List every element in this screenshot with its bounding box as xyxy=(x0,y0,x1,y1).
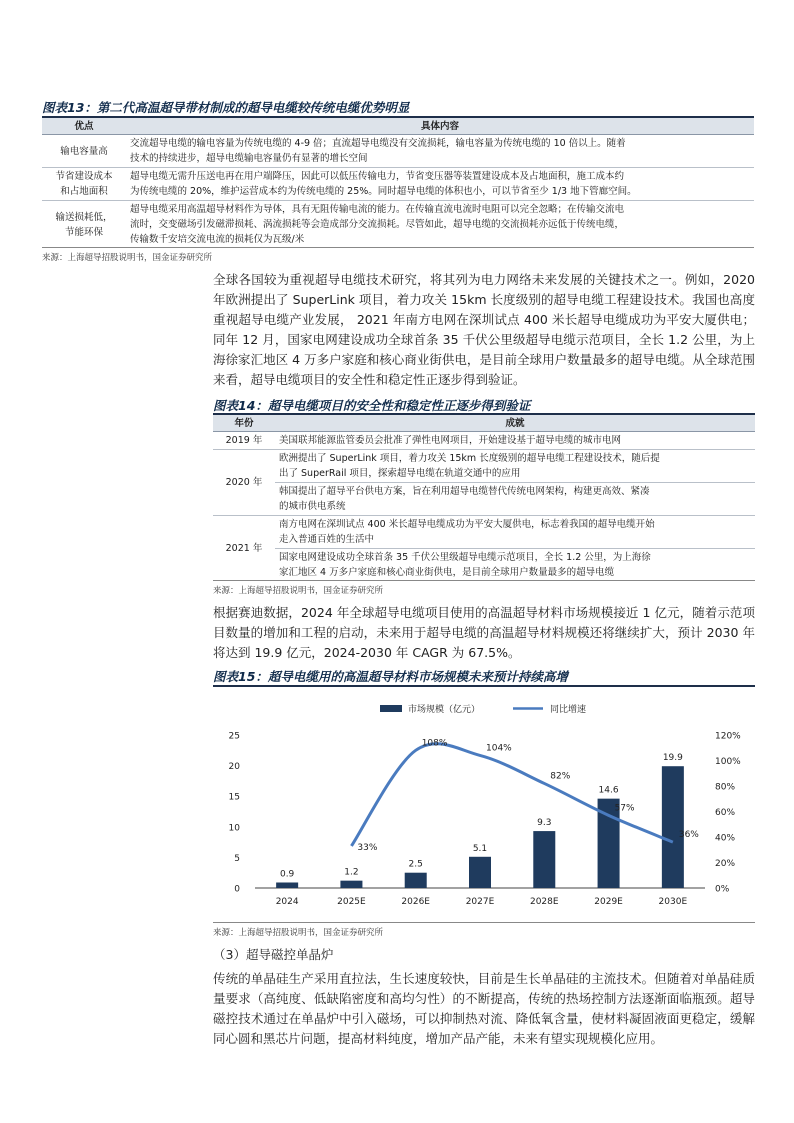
fig14-line: 的城市供电系统 xyxy=(279,501,346,512)
legend-bar-label: 市场规模（亿元） xyxy=(408,705,481,715)
x-tick-label: 2029E xyxy=(594,897,623,907)
fig14-row xyxy=(213,450,755,483)
legend-line-label: 同比增速 xyxy=(550,705,587,715)
body-paragraph-2: 根据赛迪数据，2024 年全球超导电缆项目使用的高温超导材料市场规模接近 1 亿元，随着示范项目数量的增加和工程的启动，未来用于超导电缆的高温超导材料规模还将继续扩大，预计 2030 年将达到 19.9 亿元，2024-2030 年 CAGR 为 67.5%。 xyxy=(213,605,755,660)
x-tick-label: 2028E xyxy=(529,897,559,907)
market-size-chart xyxy=(213,690,755,920)
growth-line xyxy=(351,744,672,846)
fig14-line: 国家电网建设成功全球首条 35 千伏公里级超导电缆示范项目，全长 1.2 公里，为上海徐 xyxy=(279,552,651,563)
fig14-line: 出了 SuperRail 项目，探索超导电缆在轨道交通中的应用 xyxy=(279,468,521,479)
bar-value-label: 5.1 xyxy=(472,843,488,854)
fig14-row xyxy=(213,549,755,582)
fig14-row xyxy=(213,432,755,450)
right-tick-label: 0% xyxy=(715,884,730,895)
left-tick-label: 5 xyxy=(234,853,240,864)
body-paragraph-3: 传统的单晶硅生产采用直拉法，生长速度较快，目前是生长单晶硅的主流技术。但随着对单晶硅质量要求（高纯度、低缺陷密度和高均匀性）的不断提高，传统的热场控制方法逐渐面临瓶颈。超导磁控技术通过在单晶炉中引入磁场，可以抑制热对流、降低氧含量，使材料凝固液面更稳定，缓解同心圆和黑芯片问题，提高材料纯度，增加产品产能，未来有望实现规模化应用。 xyxy=(213,971,755,1046)
fig13-point-text: 节能环保 xyxy=(64,226,103,238)
x-axis xyxy=(255,888,705,907)
fig13-row-point xyxy=(42,135,126,168)
right-tick-label: 80% xyxy=(715,782,736,793)
x-tick-label: 2026E xyxy=(401,897,431,907)
fig14-achievement-cell xyxy=(275,450,755,483)
fig14-line: 走入普通百姓的生活中 xyxy=(279,534,375,545)
line-value-label: 108% xyxy=(421,738,448,749)
right-axis xyxy=(715,732,741,895)
fig14-achievement-cell xyxy=(275,549,755,582)
fig13-row-content xyxy=(126,168,754,201)
fig13-content-line: 技术的持续进步，超导电缆输电容量仍有显著的增长空间 xyxy=(130,153,368,164)
line-value-label: 57% xyxy=(614,803,635,814)
left-axis xyxy=(229,732,241,895)
fig14-source: 来源：上海超导招股说明书，国金证券研究所 xyxy=(213,586,384,596)
fig14-line: 韩国提出了超导平台供电方案，旨在利用超导电缆替代传统电网架构，构建更高效、紧凑 xyxy=(279,486,650,497)
section-heading: （3）超导磁控单晶炉 xyxy=(213,947,334,962)
fig14-row xyxy=(213,483,755,516)
fig13-content-line: 交流超导电缆的输电容量为传统电缆的 4-9 倍；直流超导电缆没有交流损耗，输电容量为传统电缆的 10 倍以上。随着 xyxy=(130,138,626,149)
fig13-row xyxy=(42,201,754,249)
fig13-point-text: 输送损耗低， xyxy=(55,211,113,223)
fig14-line: 南方电网在深圳试点 400 米长超导电缆成功为平安大厦供电，标志着我国的超导电缆开始 xyxy=(279,519,655,530)
fig14-header-row xyxy=(213,415,755,432)
line-value-label: 104% xyxy=(486,743,512,754)
left-tick-label: 15 xyxy=(228,792,240,803)
fig14-table xyxy=(213,415,755,581)
fig13-point-text: 输电容量高 xyxy=(60,145,108,157)
fig13-source: 来源：上海超导招股说明书，国金证券研究所 xyxy=(42,253,213,263)
fig15-source: 来源：上海超导招股说明书，国金证券研究所 xyxy=(213,928,384,938)
fig14-line: 欧洲提出了 SuperLink 项目，着力攻关 15km 长度级别的超导电缆工程建设技术，随后提 xyxy=(279,453,660,464)
fig13-row xyxy=(42,135,754,168)
x-tick-label: 2030E xyxy=(658,897,688,907)
bar xyxy=(469,857,491,888)
left-tick-label: 10 xyxy=(228,823,240,834)
fig13-row-content xyxy=(126,135,754,168)
line-value-label: 36% xyxy=(678,830,699,841)
growth-line-series xyxy=(351,738,699,853)
bar-value-label: 14.6 xyxy=(598,785,619,796)
bar xyxy=(405,873,427,888)
fig13-header-row xyxy=(42,118,754,135)
fig13-header-content: 具体内容 xyxy=(126,118,754,135)
fig13-content-line: 超导电缆采用高温超导材料作为导体，具有无阻传输电流的能力。在传输直流电流时电阻可以完全忽略；在传输交流电 xyxy=(130,204,625,215)
bar-value-label: 2.5 xyxy=(408,859,423,870)
fig14-line: 家汇地区 4 万多户家庭和核心商业街供电，是目前全球用户数量最多的超导电缆 xyxy=(279,567,615,578)
right-tick-label: 20% xyxy=(715,859,736,869)
fig14-year-cell: 2020 年 xyxy=(213,450,275,516)
fig13-point-text: 和占地面积 xyxy=(60,186,108,197)
bar-value-label: 19.9 xyxy=(662,753,683,764)
fig13-title: 图表13：第二代高温超导带材制成的超导电缆较传统电缆优势明显 xyxy=(42,100,410,115)
bar-value-label: 1.2 xyxy=(344,867,359,878)
right-tick-label: 120% xyxy=(715,731,741,742)
fig14-row xyxy=(213,516,755,549)
fig13-bottom-rule xyxy=(42,247,754,248)
legend-bar-swatch xyxy=(380,705,402,712)
bar xyxy=(662,766,684,888)
fig15-top-rule xyxy=(213,685,755,687)
fig14-bottom-rule xyxy=(213,580,755,581)
fig13-content-line: 传输数千安培交流电流的损耗仅为瓦级/米 xyxy=(130,234,305,245)
fig13-row-point xyxy=(42,168,126,201)
fig13-point-text: 节省建设成本 xyxy=(55,171,113,182)
fig15-bottom-rule xyxy=(213,922,755,923)
bar-value-label: 9.3 xyxy=(537,818,552,829)
fig13-content-line: 超导电缆无需升压送电再在用户端降压，因此可以低压传输电力，节省变压器等装置建设成本及占地面积，施工成本约 xyxy=(130,171,625,182)
bar xyxy=(340,881,362,888)
bar xyxy=(533,831,555,888)
line-value-label: 33% xyxy=(357,842,378,853)
fig13-content-line: 为传统电缆的 20%，维护运营成本约为传统电缆的 25%。同时超导电缆的体积也小，可以节省至少 1/3 地下管廊空间。 xyxy=(130,186,637,197)
fig14-year-cell: 2019 年 xyxy=(225,435,263,446)
line-value-label: 82% xyxy=(550,771,571,782)
bar xyxy=(276,882,298,888)
x-tick-label: 2025E xyxy=(337,897,366,907)
bar-value-label: 0.9 xyxy=(279,869,295,880)
left-tick-label: 20 xyxy=(228,762,240,773)
x-tick-label: 2024 xyxy=(275,897,299,907)
fig14-year-cell: 2021 年 xyxy=(213,516,275,582)
fig14-achievement-cell xyxy=(275,432,755,450)
body-paragraph-1: 全球各国较为重视超导电缆技术研究，将其列为电力网络未来发展的关键技术之一。例如，2020 年欧洲提出了 SuperLink 项目，着力攻关 15km 长度级别的超导电缆工程建设技术。我国也高度重视超导电缆产业发展， 2021 年南方电网在深圳试点 400 米长超导电缆成功为平安大厦供电；同年 12 月，国家电网建设成功全球首条 35 千伏公里级超导电缆示范项目，全长 1.2 公里，为上海徐家汇地区 4 万多户家庭和核心商业街供电，是目前全球用户数量最多的超导电缆。从全球范围来看，超导电缆项目的安全性和稳定性正逐步得到验证。 xyxy=(213,272,755,387)
x-tick-label: 2027E xyxy=(465,897,495,907)
fig13-row-point xyxy=(42,201,126,249)
fig14-achievement-cell xyxy=(275,516,755,549)
chart-legend xyxy=(380,703,586,715)
fig13-row-content xyxy=(126,201,754,249)
fig15-title: 图表15：超导电缆用的高温超导材料市场规模未来预计持续高增 xyxy=(213,669,568,684)
right-tick-label: 40% xyxy=(715,833,736,844)
fig13-content-line: 流时，交变磁场引发磁滞损耗、涡流损耗等会造成部分交流损耗。尽管如此，超导电缆的交流损耗亦远低于传统电缆， xyxy=(130,219,625,230)
right-tick-label: 100% xyxy=(715,757,741,767)
fig13-table xyxy=(42,118,754,248)
left-tick-label: 25 xyxy=(228,731,240,742)
fig14-header-year: 年份 xyxy=(213,415,275,432)
fig14-header-achievement: 成就 xyxy=(275,415,755,432)
left-tick-label: 0 xyxy=(234,884,240,895)
fig13-header-point: 优点 xyxy=(42,118,126,135)
fig14-line: 美国联邦能源监管委员会批准了弹性电网项目，开始建设基于超导电缆的城市电网 xyxy=(279,435,622,446)
fig14-title: 图表14：超导电缆项目的安全性和稳定性正逐步得到验证 xyxy=(213,398,531,413)
fig14-achievement-cell xyxy=(275,483,755,516)
fig13-row xyxy=(42,168,754,201)
right-tick-label: 60% xyxy=(715,808,736,818)
